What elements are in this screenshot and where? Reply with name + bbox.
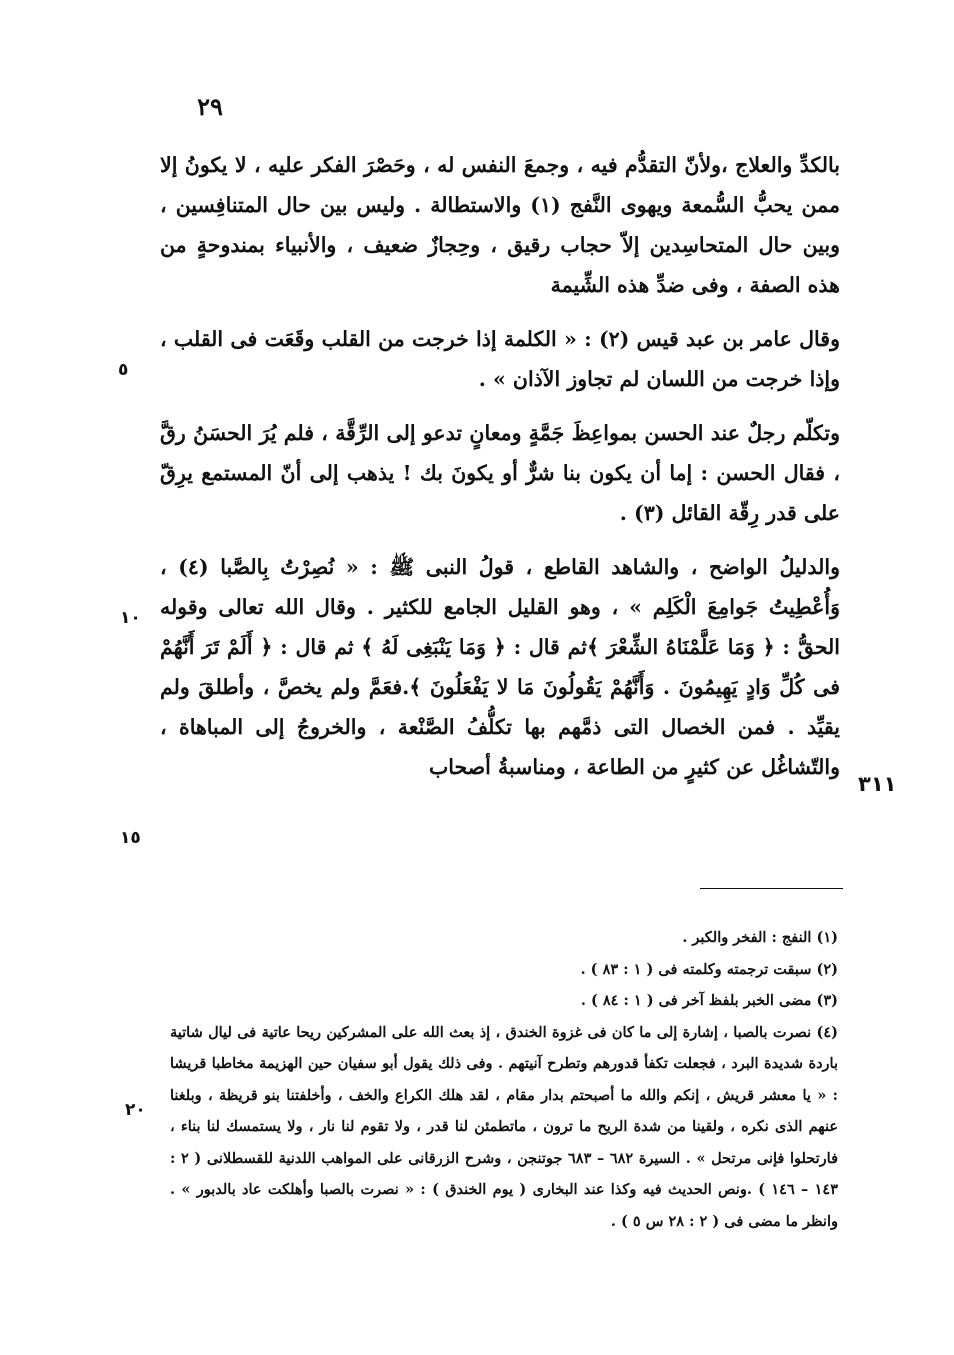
page-number: ٢٩: [197, 92, 223, 121]
footnote: (٤) نصرت بالصبا ، إشارة إلى ما كان فى غزوة الخندق ، إذ بعث الله على المشركين ريحا عاتية فى ليال شاتية باردة شديدة البرد ، فجعلت تكفأ قدورهم وتطرح آنيتهم . وفى ذلك يقول أبو سفيان حين الهزيمة مخاطبا قريشا : « يا معشر قريش ، إنكم والله ما أصبحتم بدار مقام ، لقد هلك الكراع والخف ، وأخلفتنا بنو قريظة ، وبلغنا عنهم الذى نكره ، ولقينا من شدة الريح ما ترون ، ماتطمئن لنا قدر ، ولا تقوم لنا نار ، ولا يستمسك لنا بناء ، فارتحلوا فإنى مرتحل » . السيرة ٦٨٢ – ٦٨٣ جوتنجن ، وشرح الزرقانى على المواهب اللدنية للقسطلانى ( ٢ : ١٤٣ – ١٤٦ ) .ونص الحديث فيه وكذا عند البخارى ( يوم الخندق ) : « نصرت بالصبا وأهلكت عاد بالدبور » . وانظر ما مضى فى ( ٢ : ٢٨ س ٥ ) .: [170, 1023, 839, 1230]
paragraph: والدليلُ الواضح ، والشاهد القاطع ، قولُ النبى ﷺ : « نُصِرْتُ بِالصَّبا (٤) ، وَأُعْطِيتُ جَوامِعَ الْكَلِم » ، وهو القليل الجامع للكثير . وقال الله تعالى وقوله الحقُّ : ﴿ وَمَا عَلَّمْنَاهُ الشِّعْرَ ﴾ثم قال : ﴿ وَمَا يَنْبَغِى لَهُ ﴾ ثم قال : ﴿ أَلَمْ تَرَ أَنَّهُمْ فى كُلِّ وَادٍ يَهِيمُونَ . وَأَنَّهُمْ يَقُولُونَ مَا لا يَفْعَلُونَ ﴾.فعَمَّ ولم يخصَّ ، وأطلقَ ولم يقيِّد . فمن الخصال التى ذمَّهم بها تكلُّفُ الصَّنْعة ، والخروجُ إلى المباهاة ، والتّشاغُل عن كثيرٍ من الطاعة ، ومناسبةُ أصحاب: [160, 555, 840, 779]
original-page-marker: ٣١١: [858, 772, 897, 796]
line-number-marker: ٥: [118, 360, 129, 380]
line-number-marker: ١٠: [120, 608, 141, 628]
paragraph: وقال عامر بن عبد قيس (٢) : « الكلمة إذا خرجت من القلب وقَعَت فى القلب ، وإذا خرجت من اللسان لم تجاوز الآذان » .: [160, 327, 841, 391]
paragraph: وتكلّم رجلٌ عند الحسن بمواعِظَ جَمَّةٍ ومعانٍ تدعو إلى الرِّقَّة ، فلم يُرَ الحسَنُ رقَّ ، فقال الحسن : إما أن يكون بنا شرٌّ أو يكونَ بك ! يذهب إلى أنّ المستمع يرِقّ على قدر رِقّة القائل (٣) .: [160, 421, 840, 525]
footnote: (٣) مضى الخبر بلفظ آخر فى ( ١ : ٨٤ ) .: [580, 992, 838, 1009]
footnotes: [170, 922, 850, 1237]
paragraph: بالكدِّ والعلاج ،ولأنّ التقدُّم فيه ، وجمعَ النفس له ، وحَصْرَ الفكر عليه ، لا يكونُ إلا ممن يحبُّ السُّمعة ويهوى النَّفج (١) والاستطالة . وليس بين حال المتنافِسين ، وبين حال المتحاسِدين إلاّ حجاب رقيق ، وحِجازٌ ضعيف ، والأنبياء بمندوحةٍ من هذه الصفة ، وفى ضدِّ هذه الشِّيمة: [160, 153, 840, 297]
line-number-marker: ٢٠: [125, 1100, 146, 1120]
footnote: (١) النفج : الفخر والكبر .: [682, 929, 838, 946]
footnote-separator: [700, 888, 843, 889]
footnote: (٢) سبقت ترجمته وكلمته فى ( ١ : ٨٣ ) .: [580, 960, 838, 978]
main-text: [160, 145, 840, 787]
line-number-marker: ١٥: [120, 828, 141, 848]
